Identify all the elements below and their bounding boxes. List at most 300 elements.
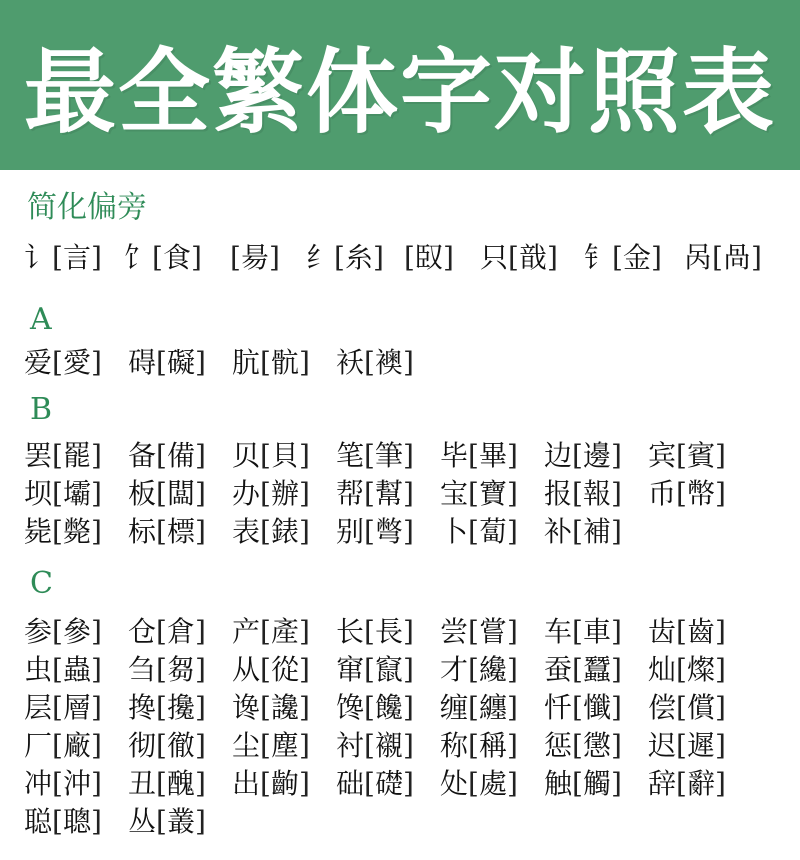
simplified-char: 边 (544, 439, 573, 472)
char-pair (544, 438, 622, 474)
char-pair (128, 728, 206, 764)
char-row (24, 652, 800, 688)
simplified-char: 纟 (306, 241, 335, 274)
char-pair (440, 652, 518, 688)
section-letter: A (30, 302, 52, 337)
bracket-open: [ (52, 767, 63, 800)
simplified-char: 尘 (232, 729, 261, 762)
bracket-open: [ (52, 805, 63, 838)
char-pair (336, 345, 414, 381)
simplified-char: 贝 (232, 439, 261, 472)
simplified-char: 称 (440, 729, 469, 762)
simplified-char: 办 (232, 477, 261, 510)
bracket-close: ] (90, 691, 102, 724)
char-pair (336, 652, 414, 688)
simplified-char: 从 (232, 653, 261, 686)
simplified-char: 参 (24, 615, 53, 648)
bracket-close: ] (506, 477, 518, 510)
bracket-close: ] (506, 653, 518, 686)
char-pair (24, 438, 102, 474)
traditional-char: 層 (62, 691, 91, 724)
simplified-char: 迟 (648, 729, 677, 762)
char-pair (336, 614, 414, 650)
traditional-char: 齣 (270, 767, 299, 800)
simplified-char: 碍 (128, 346, 157, 379)
traditional-char: 纔 (478, 653, 507, 686)
simplified-char: 触 (544, 767, 573, 800)
traditional-char: 燦 (686, 653, 715, 686)
bracket-open: [ (468, 477, 479, 510)
char-pair (648, 690, 726, 726)
simplified-char: 惩 (544, 729, 573, 762)
bracket-open: [ (468, 767, 479, 800)
char-pair (24, 766, 102, 802)
traditional-char: 攙 (166, 691, 195, 724)
char-pair (232, 766, 310, 802)
bracket-open: [ (676, 729, 687, 762)
bracket-close: ] (90, 515, 102, 548)
bracket-open: [ (52, 515, 63, 548)
char-pair (440, 728, 518, 764)
traditional-char: 言 (62, 241, 91, 274)
bracket-open: [ (156, 346, 167, 379)
simplified-char: 讠 (24, 241, 53, 274)
bracket-open: [ (364, 515, 375, 548)
radicals-heading: 简化偏旁 (27, 190, 147, 225)
char-pair (648, 766, 726, 802)
bracket-close: ] (506, 515, 518, 548)
traditional-char: 礎 (374, 767, 403, 800)
char-pair (232, 690, 310, 726)
char-row (24, 804, 800, 840)
bracket-open: [ (156, 805, 167, 838)
char-pair (24, 690, 102, 726)
simplified-char: 馋 (336, 691, 365, 724)
traditional-char: 辭 (686, 767, 715, 800)
bracket-open: [ (364, 346, 375, 379)
char-pair (684, 240, 762, 276)
bracket-open: [ (152, 241, 163, 274)
bracket-open: [ (156, 515, 167, 548)
simplified-char: 罢 (24, 439, 53, 472)
char-pair (128, 345, 206, 381)
char-pair (24, 614, 102, 650)
bracket-open: [ (260, 439, 271, 472)
bracket-open: [ (468, 729, 479, 762)
char-pair (24, 345, 102, 381)
simplified-char: 备 (128, 439, 157, 472)
bracket-open: [ (364, 767, 375, 800)
simplified-char: 车 (544, 615, 573, 648)
traditional-char: 愛 (62, 346, 91, 379)
bracket-close: ] (610, 515, 622, 548)
simplified-char: 刍 (128, 653, 157, 686)
simplified-char: 表 (232, 515, 261, 548)
char-pair (544, 514, 622, 550)
char-pair (306, 240, 384, 276)
traditional-char: 沖 (62, 767, 91, 800)
bracket-close: ] (90, 439, 102, 472)
traditional-char: 食 (162, 241, 191, 274)
bracket-close: ] (298, 346, 310, 379)
simplified-char: 宾 (648, 439, 677, 472)
bracket-open: [ (676, 477, 687, 510)
traditional-char: 斃 (62, 515, 91, 548)
traditional-char: 產 (270, 615, 299, 648)
bracket-close: ] (194, 515, 206, 548)
char-pair (232, 728, 310, 764)
simplified-char: 聪 (24, 805, 53, 838)
traditional-char: 臤 (414, 241, 443, 274)
bracket-close: ] (442, 241, 454, 274)
simplified-char: 彻 (128, 729, 157, 762)
simplified-char: 宝 (440, 477, 469, 510)
bracket-close: ] (506, 729, 518, 762)
bracket-open: [ (230, 241, 241, 274)
bracket-close: ] (298, 477, 310, 510)
bracket-open: [ (260, 515, 271, 548)
char-pair (232, 652, 310, 688)
bracket-close: ] (714, 615, 726, 648)
bracket-close: ] (506, 691, 518, 724)
traditional-char: 竄 (374, 653, 403, 686)
char-pair (128, 652, 206, 688)
bracket-close: ] (546, 241, 558, 274)
traditional-char: 讒 (270, 691, 299, 724)
bracket-open: [ (572, 729, 583, 762)
traditional-char: 糸 (344, 241, 373, 274)
simplified-char: 报 (544, 477, 573, 510)
bracket-open: [ (468, 439, 479, 472)
traditional-char: 昜 (240, 241, 269, 274)
bracket-open: [ (468, 515, 479, 548)
traditional-char: 廠 (62, 729, 91, 762)
traditional-char: 纏 (478, 691, 507, 724)
bracket-close: ] (610, 653, 622, 686)
bracket-close: ] (506, 439, 518, 472)
simplified-char: 毙 (24, 515, 53, 548)
bracket-open: [ (468, 653, 479, 686)
char-pair (480, 240, 558, 276)
char-pair (544, 728, 622, 764)
simplified-char: 丛 (128, 805, 157, 838)
traditional-char: 辦 (270, 477, 299, 510)
char-pair (336, 728, 414, 764)
bracket-open: [ (676, 767, 687, 800)
bracket-open: [ (364, 477, 375, 510)
bracket-open: [ (52, 241, 63, 274)
traditional-char: 彆 (374, 515, 403, 548)
bracket-open: [ (572, 439, 583, 472)
char-pair (440, 476, 518, 512)
bracket-open: [ (468, 691, 479, 724)
bracket-close: ] (298, 691, 310, 724)
simplified-char: 齿 (648, 615, 677, 648)
simplified-char: 搀 (128, 691, 157, 724)
char-row (24, 728, 800, 764)
bracket-open: [ (156, 767, 167, 800)
bracket-open: [ (364, 439, 375, 472)
simplified-char: 标 (128, 515, 157, 548)
bracket-close: ] (298, 729, 310, 762)
char-row (24, 476, 800, 512)
bracket-open: [ (572, 477, 583, 510)
traditional-char: 補 (582, 515, 611, 548)
simplified-char: 钅 (584, 241, 613, 274)
bracket-open: [ (156, 439, 167, 472)
simplified-char: 肮 (232, 346, 261, 379)
simplified-char: 袄 (336, 346, 365, 379)
bracket-open: [ (156, 477, 167, 510)
bracket-close: ] (402, 477, 414, 510)
char-pair (124, 240, 202, 276)
simplified-char: 只 (480, 241, 509, 274)
simplified-char: 偿 (648, 691, 677, 724)
page-title: 最全繁体字对照表 (23, 38, 776, 146)
traditional-char: 懲 (582, 729, 611, 762)
simplified-char: 饣 (124, 241, 153, 274)
char-pair (128, 514, 206, 550)
bracket-close: ] (194, 653, 206, 686)
simplified-char: 础 (336, 767, 365, 800)
bracket-close: ] (90, 653, 102, 686)
char-row (24, 438, 800, 474)
bracket-open: [ (572, 615, 583, 648)
char-pair (648, 652, 726, 688)
char-pair (128, 438, 206, 474)
bracket-close: ] (610, 477, 622, 510)
simplified-char: 仓 (128, 615, 157, 648)
bracket-close: ] (298, 653, 310, 686)
char-pair (232, 345, 310, 381)
bracket-close: ] (90, 241, 102, 274)
bracket-close: ] (268, 241, 280, 274)
bracket-close: ] (194, 729, 206, 762)
traditional-char: 襖 (374, 346, 403, 379)
traditional-char: 襯 (374, 729, 403, 762)
char-pair (544, 652, 622, 688)
bracket-close: ] (298, 767, 310, 800)
char-pair (24, 804, 102, 840)
section-letter: B (30, 392, 53, 427)
char-pair (232, 476, 310, 512)
bracket-open: [ (572, 515, 583, 548)
bracket-close: ] (372, 241, 384, 274)
char-pair (440, 766, 518, 802)
simplified-char: 产 (232, 615, 261, 648)
simplified-char: 帮 (336, 477, 365, 510)
bracket-close: ] (298, 439, 310, 472)
char-pair (336, 438, 414, 474)
bracket-open: [ (260, 767, 271, 800)
bracket-close: ] (610, 691, 622, 724)
char-row (24, 345, 800, 381)
bracket-open: [ (508, 241, 519, 274)
traditional-char: 蔔 (478, 515, 507, 548)
simplified-char: 卜 (440, 515, 469, 548)
bracket-close: ] (194, 691, 206, 724)
traditional-char: 參 (62, 615, 91, 648)
simplified-char: 冲 (24, 767, 53, 800)
char-row (24, 614, 800, 650)
bracket-close: ] (402, 515, 414, 548)
char-pair (232, 438, 310, 474)
simplified-char: 呙 (684, 241, 713, 274)
section-letter: C (30, 566, 53, 601)
char-pair (24, 514, 102, 550)
traditional-char: 貝 (270, 439, 299, 472)
bracket-close: ] (402, 615, 414, 648)
bracket-open: [ (52, 691, 63, 724)
simplified-char: 出 (232, 767, 261, 800)
char-pair (648, 476, 726, 512)
traditional-char: 饞 (374, 691, 403, 724)
simplified-char: 厂 (24, 729, 53, 762)
char-pair (544, 476, 622, 512)
traditional-char: 報 (582, 477, 611, 510)
bracket-open: [ (52, 346, 63, 379)
bracket-open: [ (260, 615, 271, 648)
char-pair (128, 766, 206, 802)
bracket-open: [ (712, 241, 723, 274)
bracket-close: ] (194, 767, 206, 800)
bracket-close: ] (90, 805, 102, 838)
bracket-open: [ (676, 439, 687, 472)
simplified-char: 丑 (128, 767, 157, 800)
traditional-char: 賓 (686, 439, 715, 472)
bracket-close: ] (298, 615, 310, 648)
traditional-char: 咼 (722, 241, 751, 274)
bracket-close: ] (610, 729, 622, 762)
bracket-close: ] (714, 767, 726, 800)
bracket-close: ] (90, 729, 102, 762)
traditional-char: 嘗 (478, 615, 507, 648)
traditional-char: 塵 (270, 729, 299, 762)
radicals-row (24, 240, 800, 276)
simplified-char: 缠 (440, 691, 469, 724)
char-pair (128, 614, 206, 650)
char-pair (648, 614, 726, 650)
simplified-char: 虫 (24, 653, 53, 686)
simplified-char: 谗 (232, 691, 261, 724)
char-pair (24, 728, 102, 764)
bracket-close: ] (194, 439, 206, 472)
bracket-close: ] (714, 653, 726, 686)
bracket-open: [ (52, 729, 63, 762)
bracket-close: ] (714, 477, 726, 510)
simplified-char: 处 (440, 767, 469, 800)
bracket-close: ] (194, 615, 206, 648)
bracket-close: ] (194, 346, 206, 379)
simplified-char: 长 (336, 615, 365, 648)
bracket-close: ] (90, 767, 102, 800)
char-pair (232, 614, 310, 650)
traditional-char: 骯 (270, 346, 299, 379)
bracket-close: ] (298, 515, 310, 548)
bracket-open: [ (52, 477, 63, 510)
bracket-close: ] (402, 653, 414, 686)
bracket-open: [ (572, 767, 583, 800)
simplified-char: 蚕 (544, 653, 573, 686)
char-pair (24, 476, 102, 512)
simplified-char: 衬 (336, 729, 365, 762)
bracket-open: [ (260, 653, 271, 686)
char-pair (648, 728, 726, 764)
char-pair (128, 804, 206, 840)
char-pair (440, 514, 518, 550)
bracket-close: ] (506, 767, 518, 800)
bracket-close: ] (90, 477, 102, 510)
traditional-char: 償 (686, 691, 715, 724)
char-pair (440, 690, 518, 726)
bracket-open: [ (364, 653, 375, 686)
traditional-char: 壩 (62, 477, 91, 510)
traditional-char: 倉 (166, 615, 195, 648)
bracket-open: [ (260, 691, 271, 724)
traditional-char: 長 (374, 615, 403, 648)
simplified-char: 别 (336, 515, 365, 548)
bracket-open: [ (52, 439, 63, 472)
bracket-close: ] (750, 241, 762, 274)
bracket-open: [ (676, 691, 687, 724)
bracket-open: [ (52, 615, 63, 648)
bracket-open: [ (156, 691, 167, 724)
traditional-char: 幫 (374, 477, 403, 510)
char-pair (544, 766, 622, 802)
bracket-open: [ (156, 653, 167, 686)
char-pair (336, 514, 414, 550)
char-pair (128, 690, 206, 726)
traditional-char: 蟲 (62, 653, 91, 686)
traditional-char: 叢 (166, 805, 195, 838)
traditional-char: 徹 (166, 729, 195, 762)
traditional-char: 懺 (582, 691, 611, 724)
bracket-open: [ (260, 477, 271, 510)
traditional-char: 遲 (686, 729, 715, 762)
traditional-char: 戠 (518, 241, 547, 274)
traditional-char: 闆 (166, 477, 195, 510)
simplified-char: 辞 (648, 767, 677, 800)
traditional-char: 處 (478, 767, 507, 800)
bracket-open: [ (364, 615, 375, 648)
simplified-char: 窜 (336, 653, 365, 686)
char-pair (544, 690, 622, 726)
bracket-close: ] (194, 477, 206, 510)
bracket-open: [ (260, 729, 271, 762)
bracket-close: ] (402, 691, 414, 724)
bracket-close: ] (402, 439, 414, 472)
traditional-char: 稱 (478, 729, 507, 762)
char-pair (584, 240, 662, 276)
char-pair (336, 766, 414, 802)
bracket-open: [ (404, 241, 415, 274)
bracket-open: [ (364, 729, 375, 762)
char-pair (128, 476, 206, 512)
char-pair (232, 514, 310, 550)
traditional-char: 金 (622, 241, 651, 274)
bracket-close: ] (714, 439, 726, 472)
char-pair (24, 652, 102, 688)
bracket-open: [ (260, 346, 271, 379)
simplified-char: 才 (440, 653, 469, 686)
simplified-char: 币 (648, 477, 677, 510)
bracket-open: [ (156, 615, 167, 648)
traditional-char: 蠶 (582, 653, 611, 686)
char-pair (404, 240, 454, 276)
bracket-open: [ (52, 653, 63, 686)
bracket-close: ] (610, 439, 622, 472)
bracket-close: ] (190, 241, 202, 274)
